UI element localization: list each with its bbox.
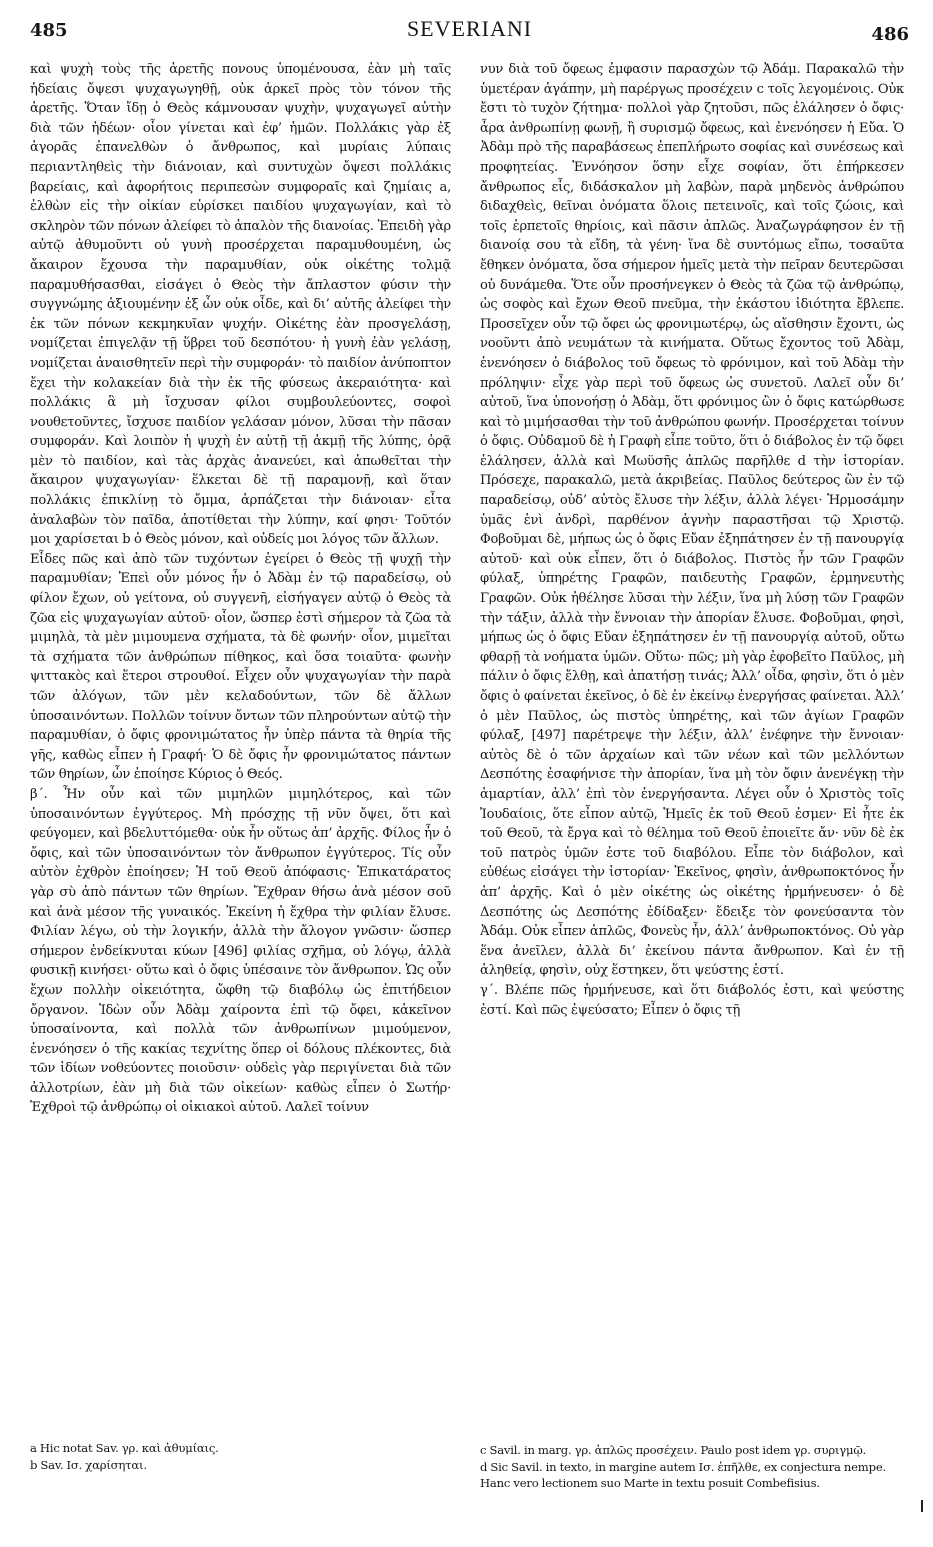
left-footnotes (30, 1440, 451, 1473)
right-column (480, 60, 904, 1490)
paragraph: Εἶδες πῶς καὶ ἀπὸ τῶν τυχόντων ἐγείρει ὁ Θεὸς τῇ ψυχῇ τὴν παραμυθίαν; Ἐπεὶ οὖν μόνος ἦν ὁ Ἀδὰμ ἐν τῷ παραδείσῳ, οὐ φίλον ἔχων, οὐ γείτονα, οὐ συγγενῆ, εἰσήγαγεν αὐτῷ ὁ Θεὸς τὰ ζῶα εἰς ψυχαγωγίαν αὐτοῦ· οἷον, ὥσπερ ἐστὶ σήμερον τὰ ζῶα τὰ μιμηλὰ, τὰ μὲν μιμουμενα σχήματα, τὰ δὲ φωνήν· οἷον, μιμεῖται τὰ σχήματα τῶν ἀνθρώπων πίθηκος, καὶ ὅσα τοιαῦτα· φωνὴν ψιττακὸς καὶ ἕτεροι στρουθοί. Εἶχεν οὖν ψυχαγωγίαν τὴν παρὰ τῶν ἀλόγων, τῶν μὲν κελαδούντων, τῶν δὲ ἄλλων ὑποσαινόντων. Πολλῶν τοίνυν ὄντων τῶν πληρούντων αὐτῷ τὴν παραμυθίαν, ὁ ὄφις φρονιμώτατος ἦν ὑπὲρ πάντα τὰ θηρία τῆς γῆς, καθὼς εἶπεν ἡ Γραφή· Ὁ δὲ ὄφις ἦν φρονιμώτατος πάντων τῶν θηρίων, ὧν ἐποίησε Κύριος ὁ Θεός. (30, 551, 451, 783)
left-column (30, 60, 451, 1472)
paragraph: γ΄. Βλέπε πῶς ἡρμήνευσε, καὶ ὅτι διάβολός ἐστι, καὶ ψεύστης ἐστί. Καὶ πῶς ἐψεύσατο; Εἶπεν ὁ ὄφις τῇ (480, 982, 904, 1018)
paragraph: καὶ ψυχὴ τοὺς τῆς ἀρετῆς πονους ὑπομένουσα, ἐὰν μὴ ταῖς ἡδείαις ὄψεσι ψυχαγωγηθῇ, οὐκ ἀρκεῖ πρὸς τὸν τόνον τῆς ἀρετῆς. Ὅταν ἴδῃ ὁ Θεὸς κάμνουσαν ψυχὴν, ψυχαγωγεῖ αὐτὴν διὰ τῶν ἡδέων· οἷον γίνεται καὶ ἐφ’ ἡμῶν. Πολλάκις γὰρ ἐξ ἀγορᾶς ἐπανελθὼν ὁ ἄνθρωπος, καὶ μυρίαις λύπαις περιαντληθεὶς τὴν διάνοιαν, καὶ συντυχὼν ὄψεσι πολλάκις βαρείαις, καὶ ἀφορήτοις περιπεσὼν συμφοραῖς καὶ ζημίαις a, ἐλθὼν εἰς τὴν οἰκίαν εὑρίσκει παιδίου ψυχαγωγίαν, καὶ τὸ σκληρὸν τῶν πόνων ἀλείφει τὸ ἁπαλὸν τῆς διανοίας. Ἐπειδὴ γὰρ αὐτῷ ἀθυμοῦντι οὐ γυνὴ προσέρχεται παραμυθουμένη, ὡς ἄκαιρον ἔχουσα τὴν παραμυθίαν, οὐκ οἰκέτης τολμᾷ παραμυθήσασθαι, εἰσάγει ὁ Θεὸς τὴν ἄπλαστον φύσιν τὴν συγγνώμης ἀξιουμένην ἐξ ὧν οὐκ οἶδε, καὶ δι’ αὐτῆς ἀλείφει τὴν ἐκ τῶν πόνων κεκμηκυῖαν ψυχήν. Οἰκέτης ἐὰν προσγελάσῃ, νομίζεται ἐπιγελᾷν τῇ ὕβρει τοῦ δεσπότου· ἡ γυνὴ ἐὰν γελάσῃ, νομίζεται ἀναισθητεῖν περὶ τὴν συμφοράν· τὸ παιδίον ἀνύποπτον ἔχει τὴν κολακείαν διὰ τὴν ἐκ τῆς φύσεως ἀκεραιότητα· καὶ πολλάκις ἃ μὴ ἴσχυσαν φίλοι συμβουλεύοντες, σοφοὶ νουθετοῦντες, ἴσχυσε παιδίον γελάσαν μόνον, λῦσαι τὴν πᾶσαν συμφοράν. Καὶ λοιπὸν ἡ ψυχὴ ἐν αὐτῇ τῇ ἀκμῇ τῆς λύπης, ὁρᾷ μὲν τὸ παιδίον, καὶ τὰς ἀρχὰς ἀνανεύει, καὶ ἀπωθεῖται τὴν ἄκαιρον ψυχαγωγίαν· ἕλκεται δὲ τῇ παραμονῇ, καὶ ὅταν πολλάκις ἐπικλίνῃ τὸ ὄμμα, ἁρπάζεται τὴν διάνοιαν· εἶτα ἀναλαβὼν τὸν παῖδα, ἀποτίθεται τὴν λύπην, καί φησι· Τοῦτόν μοι χαρίσεται b ὁ Θεὸς μόνον, καὶ οὐδείς μοι λόγος τῶν ἄλλων. (30, 62, 451, 548)
paragraph: νυν διὰ τοῦ ὄφεως ἐμφασιν παρασχὼν τῷ Ἀδάμ. Παρακαλῶ τὴν ὑμετέραν ἀγάπην, μὴ παρέργως προσέχειν c τοῖς λεγομένοις. Οὐκ ἔστι τὸ τυχὸν ζήτημα· πολλοὶ γὰρ ζητοῦσι, πῶς ἐλάλησεν ὁ ὄφις· ἆρα ἀνθρωπίνῃ φωνῇ, ἢ συρισμῷ ὄφεως, καὶ ἐνενόησεν ἡ Εὔα. Ὁ Ἀδὰμ πρὸ τῆς παραβάσεως ἐπεπλήρωτο σοφίας καὶ συνέσεως καὶ προφητείας. Ἐννόησον ὅσην εἶχε σοφίαν, ὅτι ἐπήρκεσεν ἄνθρωπος εἷς, διδάσκαλον μὴ λαβὼν, παρὰ μηδενὸς ἀνθρώπου διδαχθεὶς, θεῖναι ὀνόματα ὅλοις πετεινοῖς, καὶ τοῖς ζώοις, καὶ τοῖς ἑρπετοῖς θηρίοις, καὶ πᾶσιν ἁπλῶς. Ἀναζωγράφησον ἐν τῇ διανοίᾳ σου τὰ εἴδη, τὰ γένη· ἵνα δὲ συντόμως εἴπω, τοσαῦτα ἔθηκεν ὀνόματα, ὅσα σήμερον ἡμεῖς μετὰ τὴν πεῖραν δευτερῶσαι οὐ δυνάμεθα. Ὅτε οὖν προσήνεγκεν ὁ Θεὸς τὰ ζῶα τῷ ἀνθρώπῳ, ὡς σοφὸς καὶ ἔχων Θεοῦ πνεῦμα, τὴν ἑκάστου ἰδιότητα ἔβλεπε. Προσεῖχεν οὖν τῷ ὄφει ὡς φρονιμωτέρῳ, ὡς αἴσθησιν ἔχοντι, ὡς νοοῦντι ἀπὸ νευμάτων τὰ κινήματα. Οὕτως ἔχοντος τοῦ Ἀδὰμ, ἐνενόησεν ὁ διάβολος τοῦ ὄφεως τὸ φρόνιμον, καὶ τοῦ Ἀδὰμ τὴν πρόληψιν· εἶχε γὰρ περὶ τοῦ ὄφεως ὡς συνετοῦ. Λαλεῖ οὖν δι’ αὐτοῦ, ἵνα ὑπονοήσῃ ὁ Ἀδὰμ, ὅτι φρόνιμος ὢν ὁ ὄφις κατώρθωσε καὶ τὸ μιμήσασθαι τὴν τοῦ ἀνθρώπου φωνήν. Προσέρχεται τοίνυν ὁ ὄφις. Οὐδαμοῦ δὲ ἡ Γραφὴ εἶπε τοῦτο, ὅτι ὁ διάβολος ἐν τῷ ὄφει ἐλάλησεν, ἀλλὰ καὶ Μωϋσῆς ἁπλῶς παρῆλθε d τὴν ἱστορίαν. Πρόσεχε, παρακαλῶ, μετὰ ἀκριβείας. Παῦλος δεύτερος ὢν ἐν τῷ παραδείσῳ, οὐδ’ αὐτὸς ἔλυσε τὴν λέξιν, ἀλλὰ λέγει· Ἡρμοσάμην ὑμᾶς ἑνὶ ἀνδρὶ, παρθένον ἁγνὴν παραστῆσαι τῷ Χριστῷ. Φοβοῦμαι δὲ, μήπως ὡς ὁ ὄφις Εὔαν ἐξηπάτησεν ἐν τῇ πανουργίᾳ αὐτοῦ· καὶ οὐκ εἶπεν, ὅτι ὁ διάβολος. Πιστὸς ἦν τῶν Γραφῶν φύλαξ, ὑπηρέτης Γραφῶν, παιδευτὴς Γραφῶν, ἑρμηνευτὴς Γραφῶν. Οὐκ ἠθέλησε λῦσαι τὴν λέξιν, ἵνα μὴ λύσῃ τῶν Γραφῶν τὴν τάξιν, ἀλλὰ τὴν ἔννοιαν τὴν ἀπορίαν ἔλυσε. Φοβοῦμαι, φησὶ, μήπως ὡς ὁ ὄφις Εὔαν ἐξηπάτησεν ἐν τῇ πανουργίᾳ αὐτοῦ, οὕτω φθαρῇ τὰ νοήματα ὑμῶν. Οὕτω· πῶς; μὴ γὰρ ἐφοβεῖτο Παῦλος, μὴ πάλιν ὁ ὄφις ἔλθῃ, καὶ ἀπατήσῃ τινάς; Ἀλλ’ οἶδα, φησὶν, ὅτι ὁ μὲν ὄφις ὁ φαίνεται ἐκεῖνος, ὁ δὲ ἐν ἐκείνῳ ἐνεργήσας φαίνεται. Ἀλλ’ ὁ μὲν Παῦλος, ὡς πιστὸς ὑπηρέτης, καὶ τῶν ἁγίων Γραφῶν φύλαξ, [497] παρέτρεψε τὴν λέξιν, ἀλλ’ ἐνέφηνε τὴν ἔννοιαν· αὐτὸς δὲ ὁ τῶν ἀρχαίων καὶ τῶν νέων καὶ τῶν μελλόντων Δεσπότης ἐσαφήνισε τὴν ἀπορίαν, ἵνα μὴ τὸν ὄφιν ἀνενέγκῃ τὴν ἁμαρτίαν, ἀλλ’ ἐπὶ τὸν ἐνεργήσαντα. Λέγει οὖν ὁ Χριστὸς τοῖς Ἰουδαίοις, ὅτε εἶπον αὐτῷ, Ἡμεῖς ἐκ τοῦ Θεοῦ ἐσμεν· Εἰ ἦτε ἐκ τοῦ Θεοῦ, τὰ ἔργα καὶ τὸ θέλημα τοῦ Θεοῦ ἐποιεῖτε ἄν· νῦν δὲ ἐκ τοῦ πατρὸς ὑμῶν ἐστε τοῦ διαβόλου. Εἶπε τὸν διάβολον, καὶ εὐθέως εἰσάγει τὴν ἱστορίαν· Ἐκεῖνος, φησὶν, ἀνθρωποκτόνος ἦν ἀπ’ ἀρχῆς. Καὶ ὁ μὲν οἰκέτης ὡς οἰκέτης ἡρμήνευσεν· ὁ δὲ Δεσπότης ὡς Δεσπότης ἐδίδαξεν· ἔδειξε τὸν φονεύσαντα τὸν Ἀδάμ. Οὐκ εἶπεν ἁπλῶς, Φονεὺς ἦν, ἀλλ’ ἀνθρωποκτόνος. Οὐ γὰρ ἕνα ἀνεῖλεν, ἀλλὰ δι’ ἐκείνου πάντα ἄνθρωπον. Καὶ ἐν τῇ ἀληθείᾳ, φησὶν, οὐχ ἕστηκεν, ὅτι ψεύστης ἐστί. (480, 62, 904, 979)
running-title: SEVERIANI (406, 16, 533, 41)
right-column-text (480, 60, 904, 1020)
footnote: b Sav. Ισ. χαρίσηται. (30, 1457, 147, 1472)
footnote: c Savil. in marg. γρ. ἁπλῶς προσέχειν. Paulo post idem γρ. συριγμῷ. (480, 1443, 867, 1457)
left-page-number: 485 (30, 20, 68, 41)
margin-mark (921, 1500, 923, 1512)
footnote: a Hic notat Sav. γρ. καὶ ἀθυμίαις. (30, 1441, 219, 1455)
page-header (30, 16, 909, 44)
paragraph: β΄. Ἦν οὖν καὶ τῶν μιμηλῶν μιμηλότερος, καὶ τῶν ὑποσαινόντων ἐγγύτερος. Μὴ πρόσχῃς τῇ νῦν ὄψει, ὅτι καὶ φεύγομεν, καὶ βδελυττόμεθα· οὐκ ἦν οὕτως ἀπ’ ἀρχῆς. Φίλος ἦν ὁ ὄφις, καὶ τῶν ὑποσαινόντων τὸν ἄνθρωπον ἐγγύτερος. Τίς οὖν αὐτὸν ἐχθρὸν ἐποίησεν; Ἡ τοῦ Θεοῦ ἀπόφασις· Ἐπικατάρατος γὰρ σὺ ἀπὸ πάντων τῶν θηρίων. Ἔχθραν θήσω ἀνὰ μέσον σοῦ καὶ ἀνὰ μέσον τῆς γυναικός. Ἐκείνη ἡ ἔχθρα τὴν φιλίαν ἔλυσε. Φιλίαν λέγω, οὐ τὴν λογικήν, ἀλλὰ τὴν ἄλογον γνῶσιν· ὥσπερ σήμερον ἐνδείκνυται κύων [496] φιλίας σχῆμα, οὐ λόγῳ, ἀλλὰ φυσικῇ κινήσει· οὕτω καὶ ὁ ὄφις ὑπέσαινε τὸν ἄνθρωπον. Ὡς οὖν ἔχων πολλὴν οἰκειότητα, ὤφθη τῷ διαβόλῳ ὡς ἐπιτήδειον ὄργανον. Ἰδὼν οὖν Ἀδὰμ χαίροντα ἐπὶ τῷ ὄφει, κἀκεῖνον ὑποσαίνοντα, καὶ πολλὰ τῶν ἀνθρωπίνων μιμούμενον, ἐνενόησεν ὁ τῆς κακίας τεχνίτης ὅπερ οἱ δόλους πλέκοντες, διὰ τῶν ἰδίων νοθεύοντες ποιοῦσιν· οὐδεὶς γὰρ περιγίνεται διὰ τῶν ἀλλοτρίων, ἐὰν μὴ διὰ τῶν οἰκείων· καθὼς εἶπεν ὁ Σωτήρ· Ἐχθροὶ τῷ ἀνθρώπῳ οἱ οἰκιακοὶ αὐτοῦ. Λαλεῖ τοίνυν (30, 786, 451, 1116)
right-page-number: 486 (871, 24, 909, 45)
left-column-text (30, 60, 451, 1118)
right-footnotes (480, 1442, 904, 1492)
footnote: d Sic Savil. in texto, in margine autem Ισ. ἐπῆλθε, ex conjectura nempe. Hanc vero lectionem suo Marte in textu posuit Combefisius. (480, 1459, 886, 1490)
